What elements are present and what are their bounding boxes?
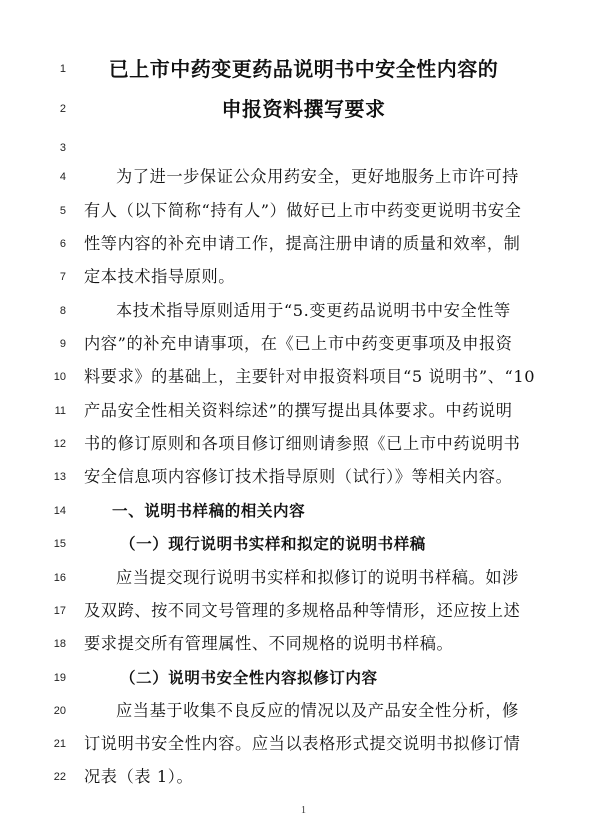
line-19 [0, 663, 607, 693]
line-number: 10 [53, 371, 66, 383]
line-number: 2 [59, 103, 66, 115]
line-number: 14 [53, 505, 66, 517]
line-14 [0, 496, 607, 526]
line-number: 21 [53, 738, 66, 750]
line-number: 12 [53, 438, 66, 450]
paragraph-text: 内容”的补充申请事项，在《已上市中药变更事项及申报资 [84, 334, 513, 353]
paragraph-text: 料要求》的基础上，主要针对申报资料项目“5 说明书”、“10 [84, 367, 536, 386]
line-13 [0, 462, 607, 492]
line-number: 4 [59, 171, 66, 183]
line-12 [0, 429, 607, 459]
paragraph-text: 为了进一步保证公众用药安全，更好地服务上市许可持 [116, 167, 519, 186]
section-heading: 一、说明书样稿的相关内容 [112, 502, 306, 520]
line-number: 22 [53, 771, 66, 783]
line-number: 11 [54, 405, 66, 417]
line-17 [0, 596, 607, 626]
paragraph-text: 应当基于收集不良反应的情况以及产品安全性分析，修 [116, 701, 519, 720]
line-number: 13 [53, 471, 66, 483]
paragraph-text: 订说明书安全性内容。应当以表格形式提交说明书拟修订情 [84, 734, 521, 753]
line-number: 5 [59, 205, 66, 217]
line-21 [0, 729, 607, 759]
paragraph-text: 况表（表 1）。 [84, 767, 194, 786]
line-4 [0, 162, 607, 192]
document-title-line-1: 已上市中药变更药品说明书中安全性内容的 [108, 57, 499, 81]
document-title-line-2: 申报资料撰写要求 [221, 97, 386, 121]
line-11 [0, 396, 607, 426]
subsection-heading: （二）说明书安全性内容拟修订内容 [120, 668, 378, 687]
line-number: 6 [59, 238, 66, 250]
line-number: 3 [59, 142, 66, 154]
line-9 [0, 329, 607, 359]
paragraph-text: 定本技术指导原则。 [84, 267, 236, 286]
line-number: 18 [53, 638, 66, 650]
paragraph-text: 有人（以下简称“持有人”）做好已上市中药变更说明书安全 [84, 201, 522, 220]
subsection-heading: （一）现行说明书实样和拟定的说明书样稿 [120, 534, 426, 553]
paragraph-text: 本技术指导原则适用于“5.变更药品说明书中安全性等 [116, 301, 511, 320]
paragraph-text: 产品安全性相关资料综述”的撰写提出具体要求。中药说明 [84, 401, 513, 420]
line-number: 15 [53, 538, 66, 550]
line-1 [0, 54, 607, 84]
line-number: 20 [53, 705, 66, 717]
line-22 [0, 762, 607, 792]
line-number: 16 [53, 572, 66, 584]
paragraph-text: 性等内容的补充申请工作，提高注册申请的质量和效率，制 [84, 234, 521, 253]
paragraph-text: 及双跨、按不同文号管理的多规格品种等情形，还应按上述 [84, 601, 521, 620]
line-8 [0, 296, 607, 326]
line-number: 7 [59, 271, 66, 283]
line-number: 8 [59, 305, 66, 317]
line-15 [0, 529, 607, 559]
paragraph-text: 书的修订原则和各项目修订细则请参照《已上市中药说明书 [84, 434, 521, 453]
line-10 [0, 362, 607, 392]
line-20 [0, 696, 607, 726]
page-number: 1 [301, 805, 306, 816]
line-number: 1 [59, 63, 66, 75]
line-number: 9 [59, 338, 66, 350]
paragraph-text: 要求提交所有管理属性、不同规格的说明书样稿。 [84, 634, 454, 653]
line-16 [0, 563, 607, 593]
line-3 [0, 133, 607, 163]
line-number: 17 [53, 605, 66, 617]
paragraph-text: 应当提交现行说明书实样和拟修订的说明书样稿。如涉 [116, 568, 519, 587]
paragraph-text: 安全信息项内容修订技术指导原则（试行）》等相关内容。 [84, 467, 513, 486]
line-5 [0, 196, 607, 226]
line-2 [0, 94, 607, 124]
line-7 [0, 262, 607, 292]
line-number: 19 [53, 672, 66, 684]
line-18 [0, 629, 607, 659]
line-6 [0, 229, 607, 259]
